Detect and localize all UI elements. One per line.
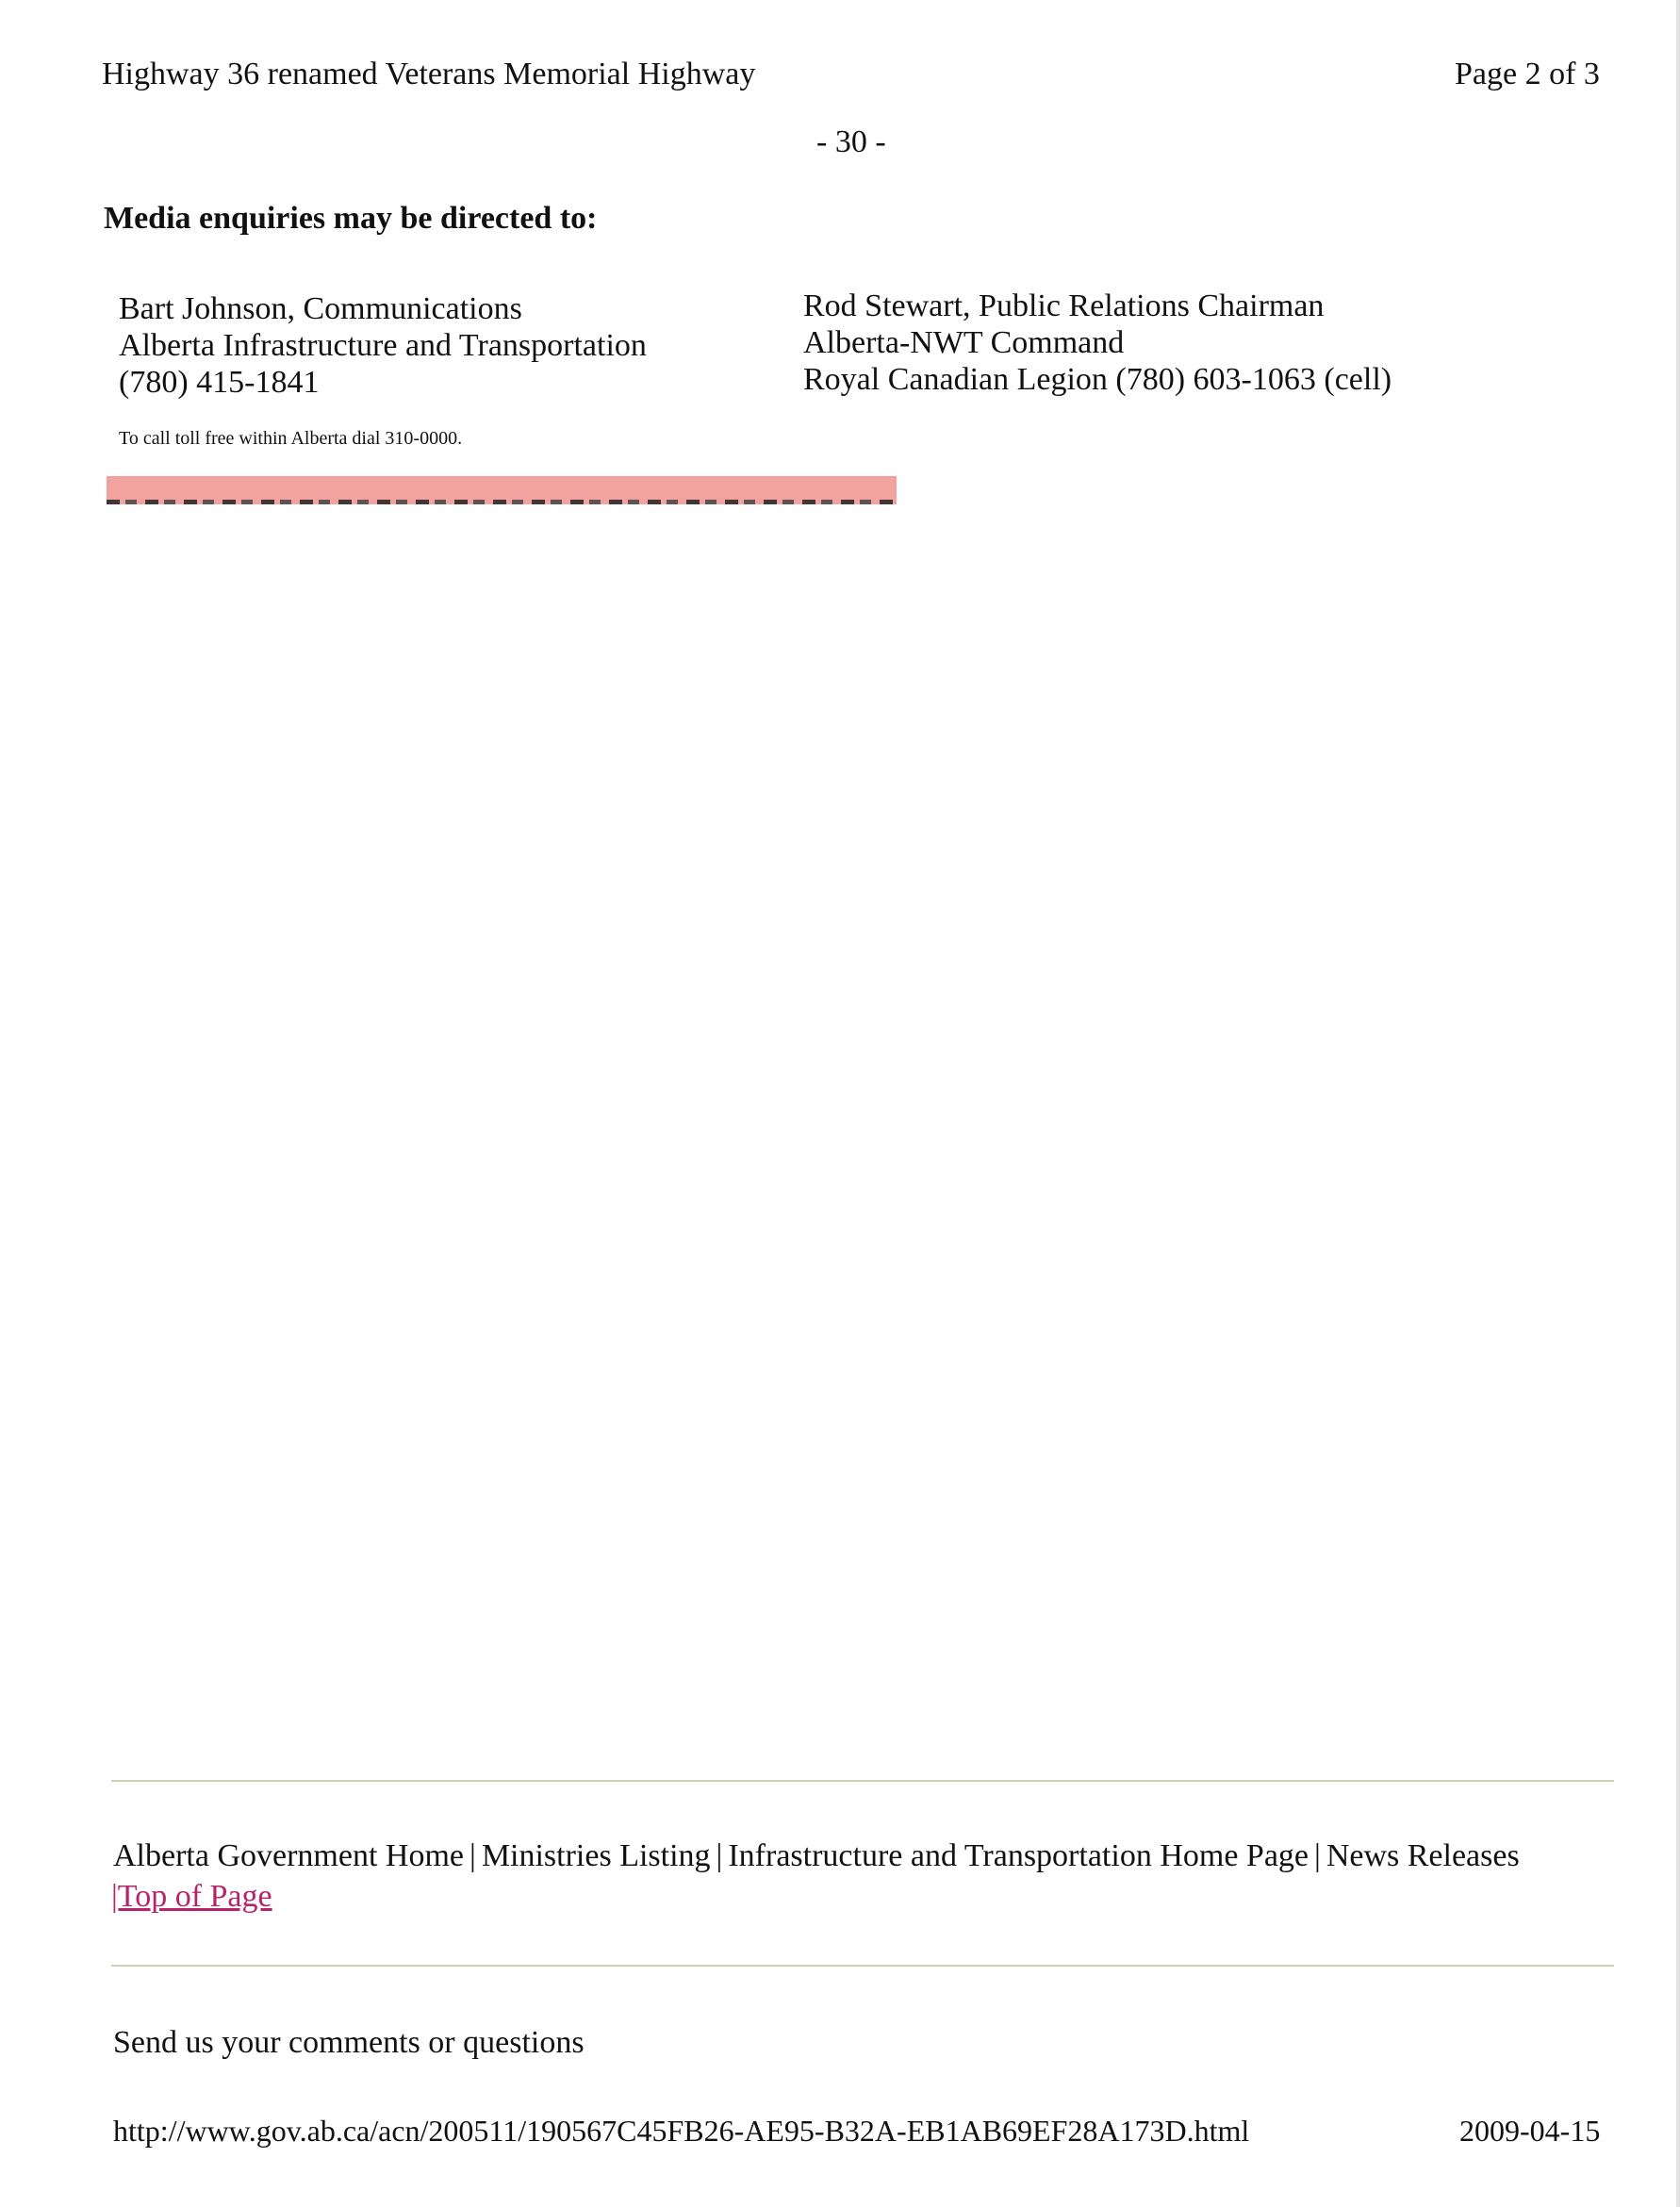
contact-name-line: Rod Stewart, Public Relations Chairman (803, 288, 1325, 323)
nav-separator: | (716, 1838, 723, 1873)
nav-separator: | (1314, 1838, 1321, 1873)
print-footer-date: 2009-04-15 (1459, 2114, 1601, 2148)
print-page-indicator: Page 2 of 3 (1455, 57, 1600, 91)
top-of-page-link[interactable]: |Top of Page (111, 1879, 272, 1914)
contact-block-right (803, 288, 1392, 398)
contact-name-line: Bart Johnson, Communications (119, 291, 522, 326)
nav-separator: | (469, 1838, 476, 1873)
toll-free-note: To call toll free within Alberta dial 310-0000. (119, 428, 463, 449)
contact-organization-line: Alberta Infrastructure and Transportation (119, 328, 647, 363)
contact-phone-line: (780) 415-1841 (119, 365, 320, 400)
print-header-title: Highway 36 renamed Veterans Memorial Highway (102, 57, 756, 91)
redaction-bar (107, 476, 897, 504)
nav-link-infrastructure-home[interactable]: Infrastructure and Transportation Home Page (728, 1838, 1309, 1873)
contact-organization-line: Alberta-NWT Command (803, 325, 1125, 360)
nav-link-government-home[interactable]: Alberta Government Home (113, 1838, 464, 1873)
footer-nav (113, 1838, 1520, 1874)
media-enquiries-heading: Media enquiries may be directed to: (104, 201, 598, 236)
contact-phone-line: Royal Canadian Legion (780) 603-1063 (cell) (803, 362, 1392, 397)
nav-link-news-releases[interactable]: News Releases (1326, 1838, 1520, 1873)
footer-divider-bottom (111, 1965, 1614, 1967)
redaction-speckle (107, 500, 897, 504)
nav-link-ministries-listing[interactable]: Ministries Listing (481, 1838, 711, 1873)
print-footer-url: http://www.gov.ab.ca/acn/200511/190567C45FB26-AE95-B32A-EB1AB69EF28A173D.html (113, 2114, 1250, 2148)
page-number-marker: - 30 - (816, 124, 886, 159)
feedback-link[interactable]: Send us your comments or questions (113, 2025, 585, 2060)
footer-divider-top (111, 1780, 1614, 1782)
contact-block-left (119, 290, 647, 401)
scan-edge (1676, 0, 1680, 2207)
